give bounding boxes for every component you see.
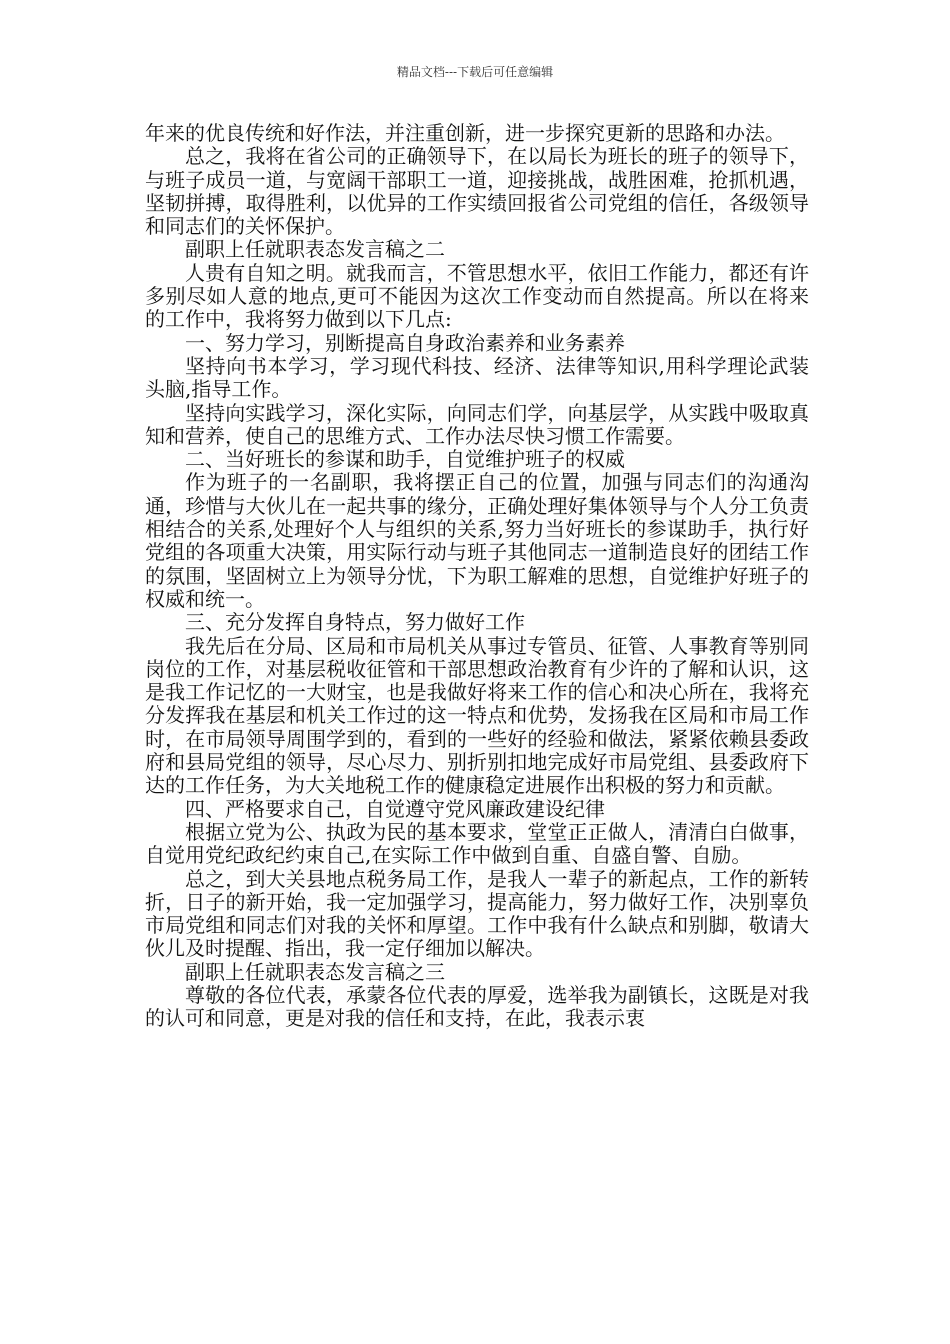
page-header: 精品文档---下载后可任意编辑: [396, 65, 554, 79]
section-heading: 四、严格要求自己，自觉遵守党风廉政建设纪律: [185, 796, 605, 821]
section-heading: 三、充分发挥自身特点，努力做好工作: [185, 610, 525, 635]
paragraph: 总之，我将在省公司的正确领导下，在以局长为班长的班子的领导下，与班子成员一道，与宽阔干部职工一道，迎接挑战，战胜困难，抢抓机遇，坚韧拼搏，取得胜利，以优异的工作实绩回报省公司党组的信任，各级领导和同志们的关怀保护。: [145, 144, 809, 239]
section-heading: 二、当好班长的参谋和助手，自觉维护班子的权威: [185, 447, 625, 472]
paragraph: 人贵有自知之明。就我而言，不管思想水平，依旧工作能力，都还有许多别尽如人意的地点,更可不能因为这次工作变动而自然提高。所以在将来的工作中，我将努力做到以下几点:: [145, 260, 809, 332]
paragraph: 根据立党为公、执政为民的基本要求，堂堂正正做人，清清白白做事，自觉用党纪政纪约束自己,在实际工作中做到自重、自盛自警、自励。: [145, 819, 809, 868]
document-body: [145, 122, 809, 1031]
section-title: 副职上任就职表态发言稿之三: [185, 959, 445, 984]
paragraph: 坚持向书本学习，学习现代科技、经济、法律等知识,用科学理论武装头脑,指导工作。: [145, 353, 809, 402]
section-heading: 一、努力学习，别断提高自身政治素养和业务素养: [185, 330, 625, 355]
paragraph: 尊敬的各位代表，承蒙各位代表的厚爱，选举我为副镇长，这既是对我的认可和同意，更是对我的信任和支持，在此，我表示衷: [145, 982, 809, 1031]
paragraph: 作为班子的一名副职，我将摆正自己的位置，加强与同志们的沟通沟通，珍惜与大伙儿在一起共事的缘分，正确处理好集体领导与个人分工负责相结合的关系,处理好个人与组织的关系,努力当好班长的参谋助手，执行好党组的各项重大决策，用实际行动与班子其他同志一道制造良好的团结工作的氛围，坚固树立上为领导分忧，下为职工解难的思想，自觉维护好班子的权威和统一。: [145, 470, 809, 611]
paragraph: 我先后在分局、区局和市局机关从事过专管员、征管、人事教育等别同岗位的工作，对基层税收征管和干部思想政治教育有少许的了解和认识，这是我工作记忆的一大财宝，也是我做好将来工作的信心和决心所在，我将充分发挥我在基层和机关工作过的这一特点和优势，发扬我在区局和市局工作时，在市局领导周围学到的，看到的一些好的经验和做法，紧紧依赖县委政府和县局党组的领导，尽心尽力、别折别扣地完成好市局党组、县委政府下达的工作任务，为大关地税工作的健康稳定进展作出积极的努力和贡献。: [145, 633, 809, 798]
paragraph: 坚持向实践学习，深化实际，向同志们学，向基层学，从实践中吸取真知和营养，使自己的思维方式、工作办法尽快习惯工作需要。: [145, 400, 809, 448]
paragraph: 总之，到大关县地点税务局工作，是我人一辈子的新起点，工作的新转折，日子的新开始，我一定加强学习，提高能力，努力做好工作，决别辜负市局党组和同志们对我的关怀和厚望。工作中我有什么缺点和别脚，敬请大伙儿及时提醒、指出，我一定仔细加以解决。: [145, 866, 809, 961]
section-title: 副职上任就职表态发言稿之二: [185, 237, 445, 262]
paragraph-continuation: 年来的优良传统和好作法，并注重创新，进一步探究更新的思路和办法。: [145, 121, 785, 145]
